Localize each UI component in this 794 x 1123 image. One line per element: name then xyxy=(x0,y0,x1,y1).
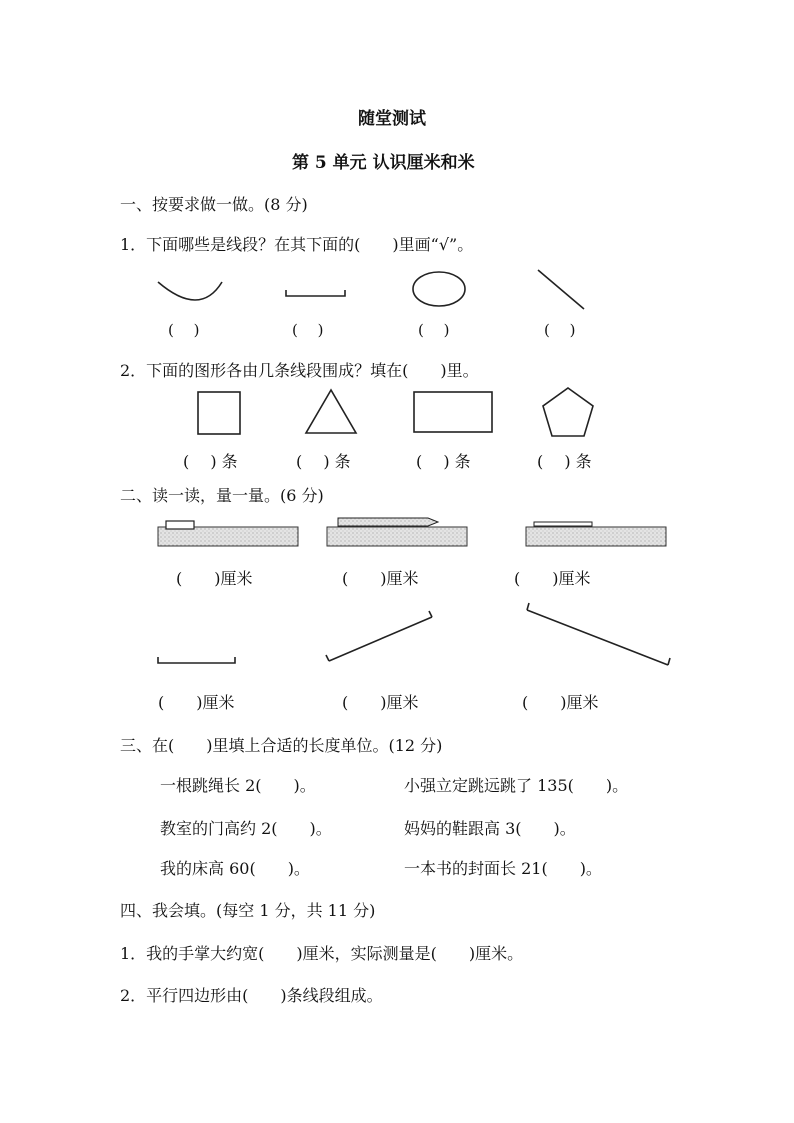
section-2-heading: 二、读一读，量一量。(6 分) xyxy=(120,486,324,505)
q1-blank-1[interactable]: ( ) xyxy=(168,321,200,339)
section-1-heading: 一、按要求做一做。(8 分) xyxy=(120,195,308,214)
unit-subtitle: 第 5 单元 认识厘米和米 xyxy=(292,153,475,173)
unit-item-2[interactable]: 小强立定跳远跳了 135( )。 xyxy=(404,776,629,795)
ruler-answer-2[interactable]: ( )厘米 xyxy=(342,569,419,588)
segment-answer-3[interactable]: ( )厘米 xyxy=(522,693,599,712)
unit-item-5[interactable]: 我的床高 60( )。 xyxy=(160,859,310,878)
ruler-answer-3[interactable]: ( )厘米 xyxy=(514,569,591,588)
unit-item-6[interactable]: 一本书的封面长 21( )。 xyxy=(404,859,602,878)
page-title: 随堂测试 xyxy=(358,109,426,129)
unit-item-1[interactable]: 一根跳绳长 2( )。 xyxy=(160,776,316,795)
question-4-1[interactable]: 1．我的手掌大约宽( )厘米，实际测量是( )厘米。 xyxy=(120,944,524,963)
segment-answer-1[interactable]: ( )厘米 xyxy=(158,693,235,712)
q2-blank-3[interactable]: ( ) 条 xyxy=(416,452,471,471)
question-1-2: 2．下面的图形各由几条线段围成？填在( )里。 xyxy=(120,361,479,380)
unit-item-4[interactable]: 妈妈的鞋跟高 3( )。 xyxy=(404,819,576,838)
ruler-answer-1[interactable]: ( )厘米 xyxy=(176,569,253,588)
question-1-1: 1．下面哪些是线段？在其下面的( )里画“√”。 xyxy=(120,235,474,254)
q2-blank-4[interactable]: ( ) 条 xyxy=(537,452,592,471)
q1-blank-2[interactable]: ( ) xyxy=(292,321,324,339)
q2-blank-1[interactable]: ( ) 条 xyxy=(183,452,238,471)
segment-answer-2[interactable]: ( )厘米 xyxy=(342,693,419,712)
section-4-heading: 四、我会填。(每空 1 分，共 11 分) xyxy=(120,901,376,920)
unit-item-3[interactable]: 教室的门高约 2( )。 xyxy=(160,819,332,838)
question-4-2[interactable]: 2．平行四边形由( )条线段组成。 xyxy=(120,986,383,1005)
q1-blank-4[interactable]: ( ) xyxy=(544,321,576,339)
q1-blank-3[interactable]: ( ) xyxy=(418,321,450,339)
section-3-heading: 三、在( )里填上合适的长度单位。(12 分) xyxy=(120,736,443,755)
q2-blank-2[interactable]: ( ) 条 xyxy=(296,452,351,471)
